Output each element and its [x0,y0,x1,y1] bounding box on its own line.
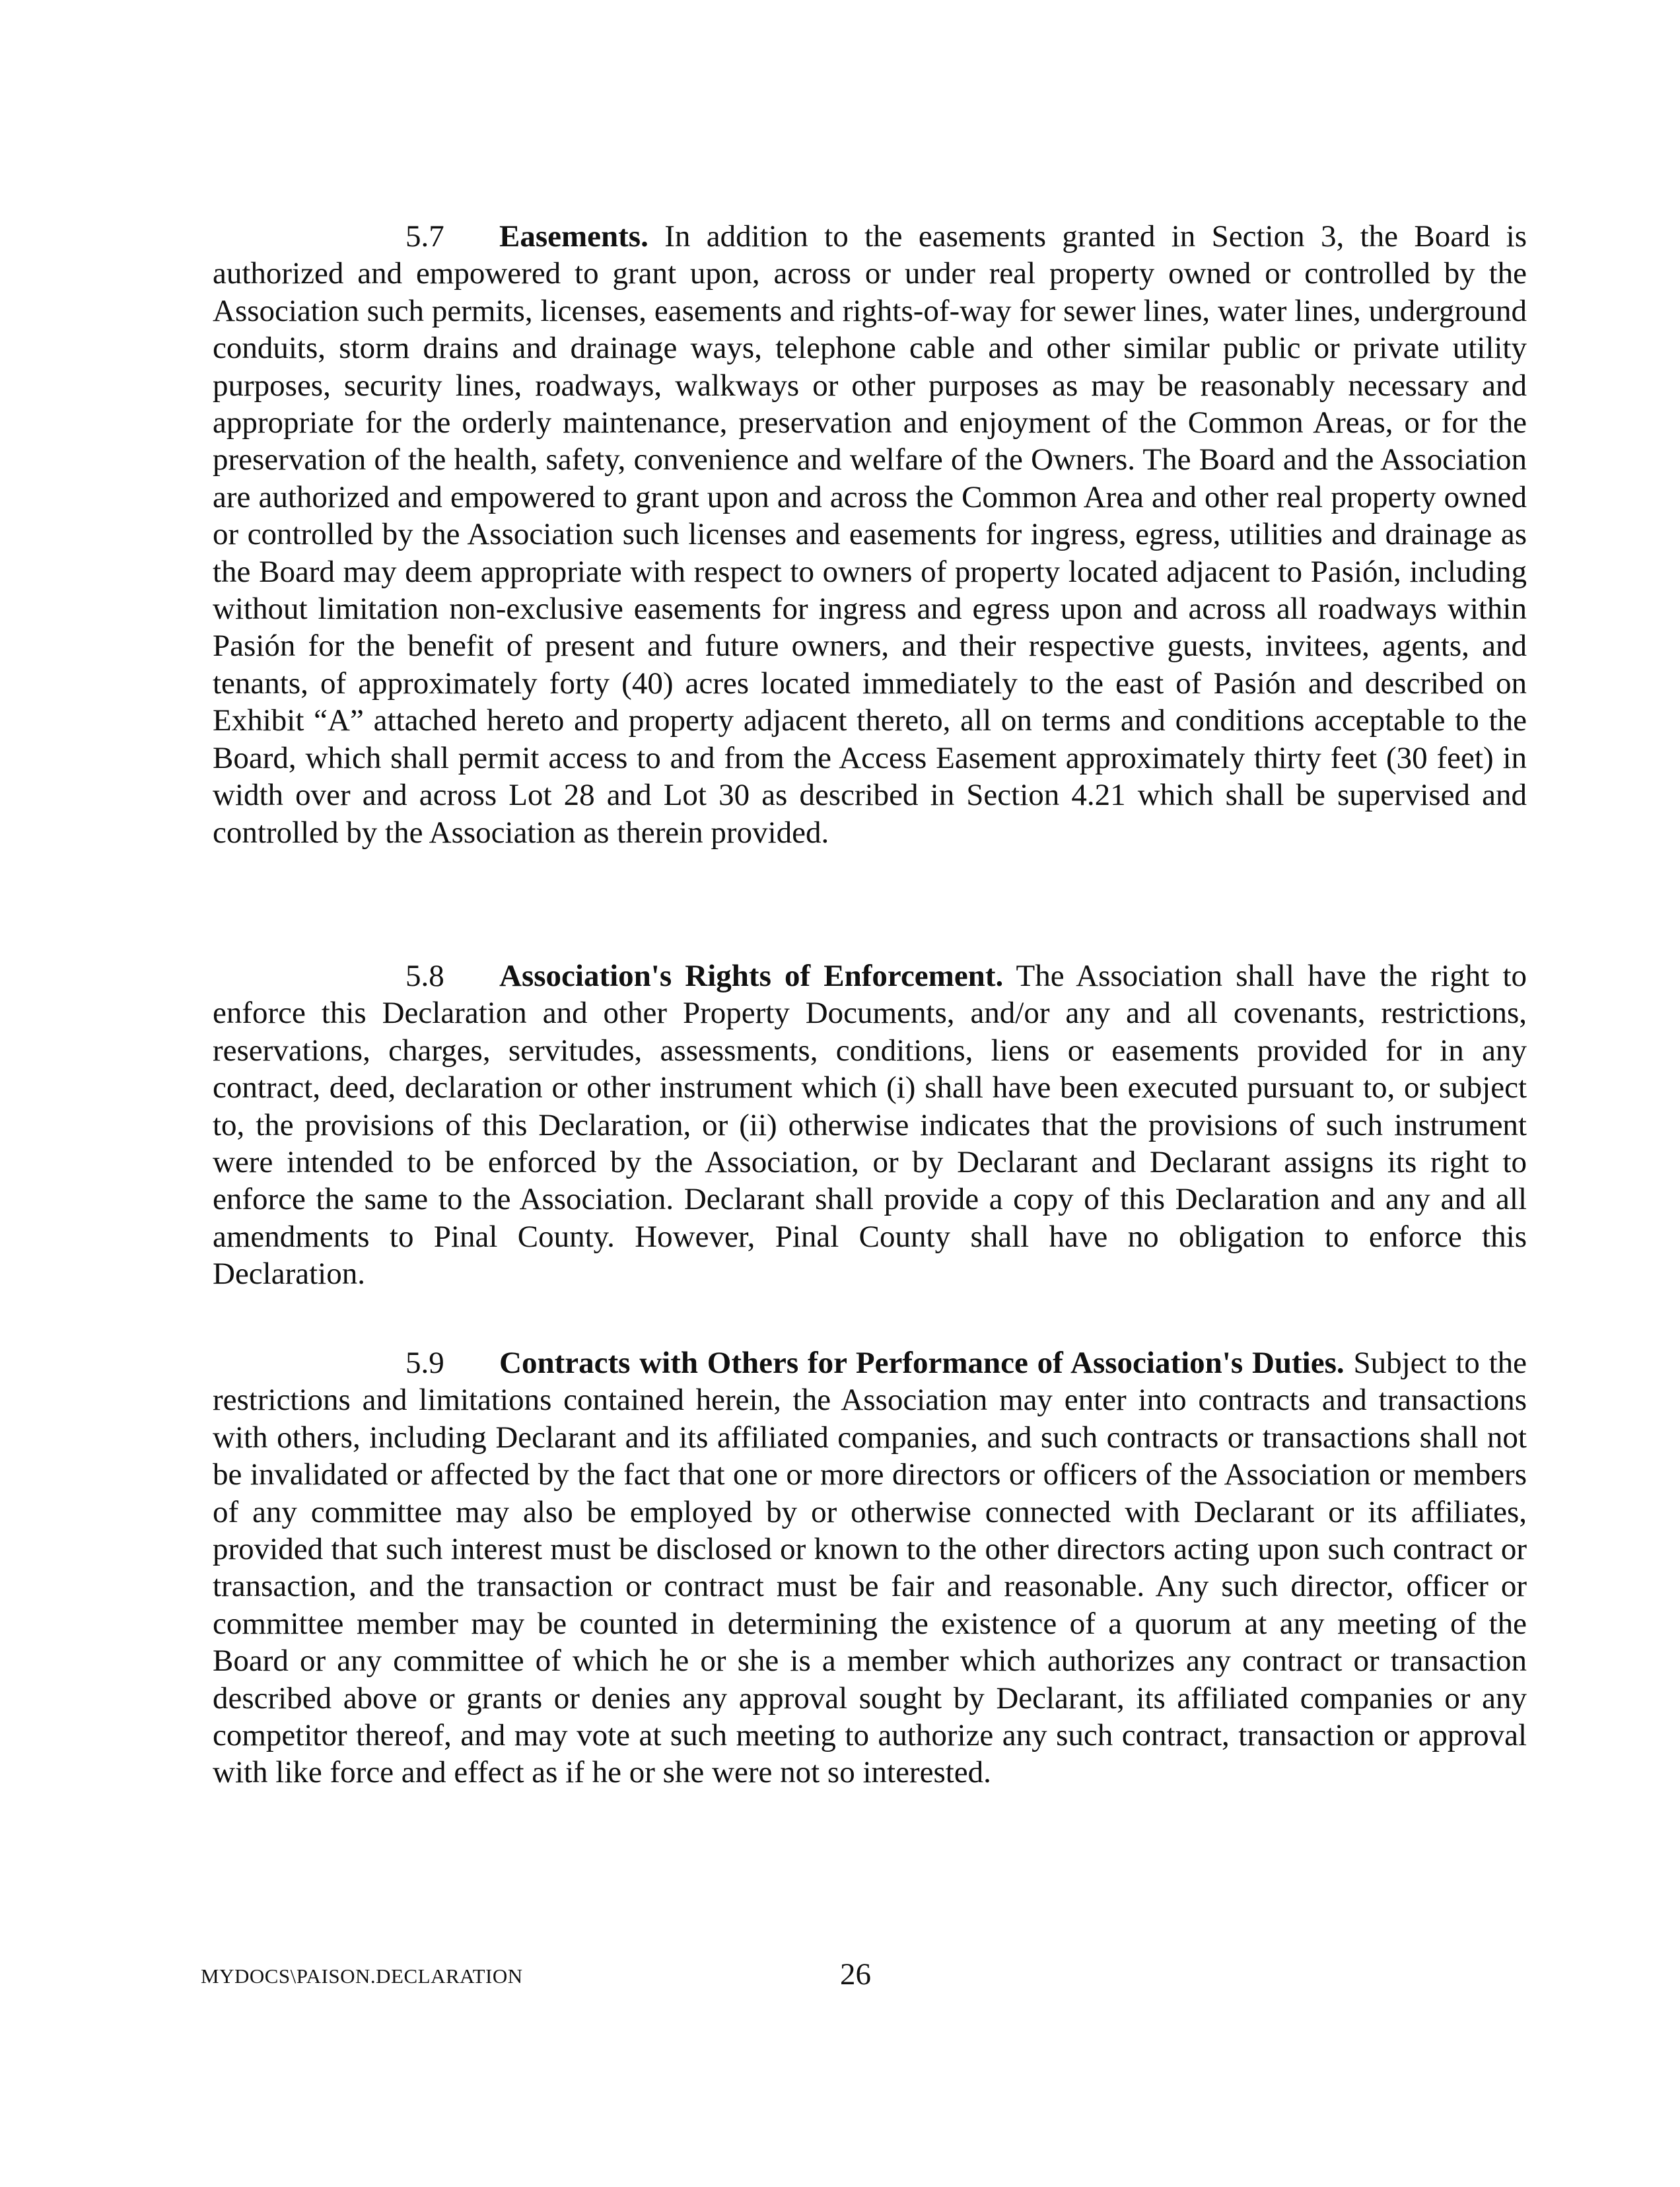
section-5-9 [213,1344,1527,1791]
section-body: The Association shall have the right to enforce this Declaration and other Property Documents, and/or any and all covenants, restrictions, reservations, charges, servitudes, assessments, conditions, liens or easements provided for in any contract, deed, declaration or other instrument which (i) shall have been executed pursuant to, or subject to, the provisions of this Declaration, or (ii) otherwise indicates that the provisions of such instrument were intended to be enforced by the Association, or by Declarant and Declarant assigns its right to enforce the same to the Association. Declarant shall provide a copy of this Declaration and any and all amendments to Pinal County. However, Pinal County shall have no obligation to enforce this Declaration. [213,959,1527,1292]
section-body: In addition to the easements granted in Section 3, the Board is authorized and empowered to grant upon, across or under real property owned or controlled by the Association such permits, licenses, easements and rights-of-way for sewer lines, water lines, underground conduits, storm drains and drainage ways, telephone cable and other similar public or private utility purposes, security lines, roadways, walkways or other purposes as may be reasonably necessary and appropriate for the orderly maintenance, preservation and enjoyment of the Common Areas, or for the preservation of the health, safety, convenience and welfare of the Owners. The Board and the Association are authorized and empowered to grant upon and across the Common Area and other real property owned or controlled by the Association such licenses and easements for ingress, egress, utilities and drainage as the Board may deem appropriate with respect to owners of property located adjacent to Pasión, including without limitation non-exclusive easements for ingress and egress upon and across all roadways within Pasión for the benefit of present and future owners, and their respective guests, invitees, agents, and tenants, of approximately forty (40) acres located immediately to the east of Pasión and described on Exhibit “A” attached hereto and property adjacent thereto, all on terms and conditions acceptable to the Board, which shall permit access to and from the Access Easement approximately thirty feet (30 feet) in width over and across Lot 28 and Lot 30 as described in Section 4.21 which shall be supervised and controlled by the Association as therein provided. [213,219,1527,850]
section-heading: Association's Rights of Enforcement. [499,959,1004,993]
section-5-8 [213,957,1527,1293]
section-number: 5.7 [405,219,444,254]
page-number: 26 [840,1957,871,1992]
section-body: Subject to the restrictions and limitations contained herein, the Association may enter into contracts and transactions with others, including Declarant and its affiliated companies, and such contracts or transactions shall not be invalidated or affected by the fact that one or more directors or officers of the Association or members of any committee may also be employed by or otherwise connected with Declarant or its affiliates, provided that such interest must be disclosed or known to the other directors acting upon such contract or transaction, and the transaction or contract must be fair and reasonable. Any such director, officer or committee member may be counted in determining the existence of a quorum at any meeting of the Board or any committee of which he or she is a member which authorizes any contract or transaction described above or grants or denies any approval sought by Declarant, its affiliated companies or any competitor thereof, and may vote at such meeting to authorize any such contract, transaction or approval with like force and effect as if he or she were not so interested. [213,1346,1527,1790]
section-heading: Contracts with Others for Performance of Association's Duties. [499,1346,1345,1380]
section-number: 5.8 [405,959,444,993]
section-number: 5.9 [405,1346,444,1380]
section-heading: Easements. [499,219,648,254]
footer-document-path: MYDOCS\PAISON.DECLARATION [201,1964,523,1988]
section-5-7 [213,218,1527,851]
